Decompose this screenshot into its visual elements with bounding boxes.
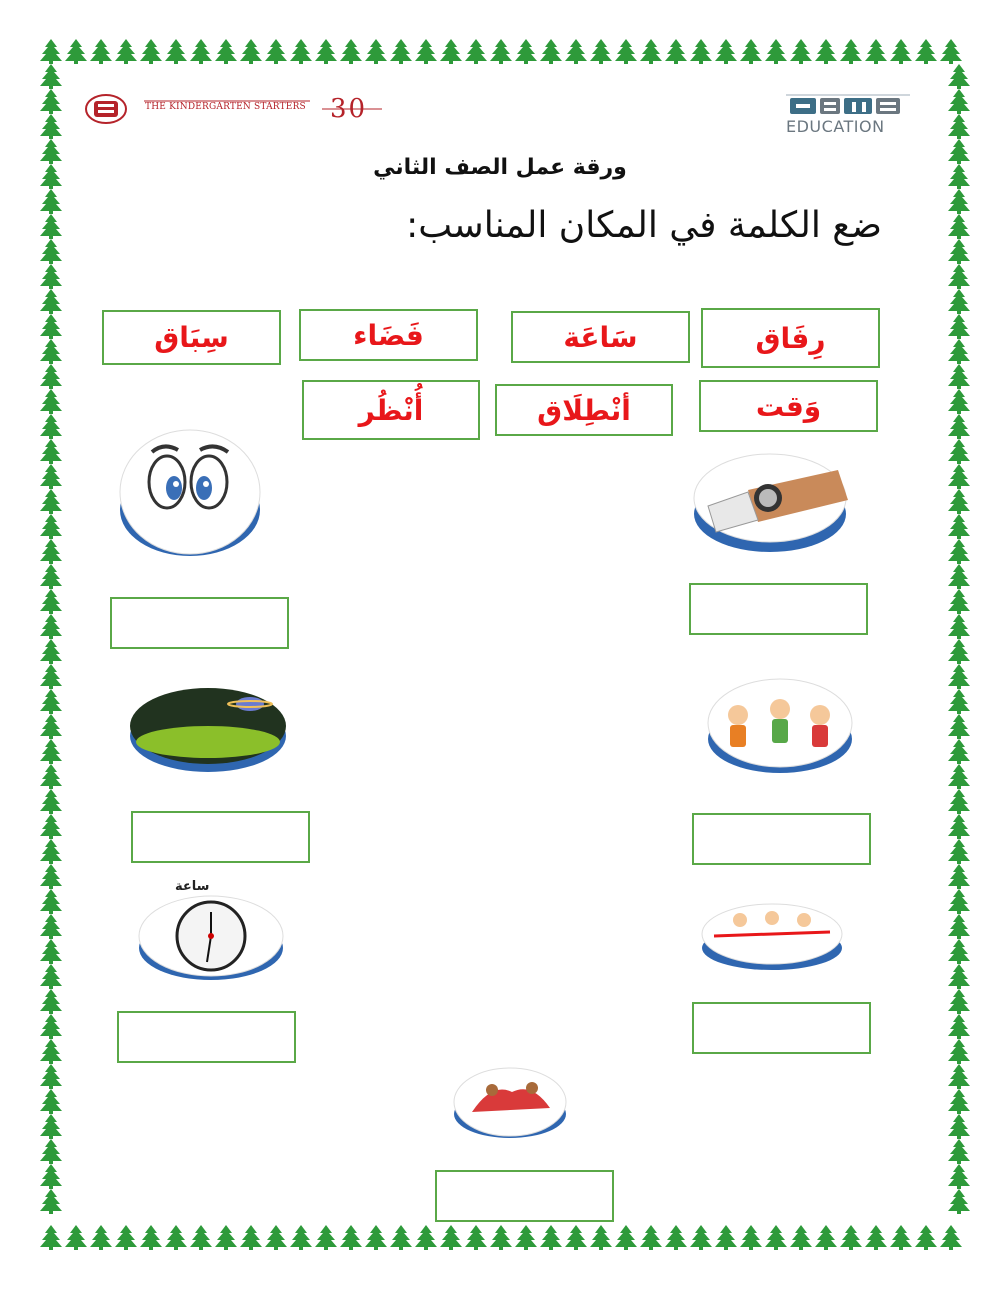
word-fadaa[interactable]: فَضَاء [299, 309, 478, 361]
tree-icon [288, 1224, 314, 1254]
tree-icon [63, 1224, 89, 1254]
tree-icon [438, 1224, 464, 1254]
tree-icon [113, 1224, 139, 1254]
answer-box-eyes[interactable] [110, 597, 289, 649]
gems-logo [786, 94, 910, 118]
tree-icon [313, 1224, 339, 1254]
tree-icon [538, 38, 564, 68]
tree-icon [888, 1224, 914, 1254]
tree-icon [788, 38, 814, 68]
eyes-picture [112, 410, 272, 560]
tree-icon [738, 38, 764, 68]
tree-icon [538, 1224, 564, 1254]
word-rifaq[interactable]: رِفَاق [701, 308, 880, 368]
tree-icon [688, 38, 714, 68]
kindergarten-starters-text: THE KINDERGARTEN STARTERS [145, 102, 306, 112]
space-planet-picture [128, 686, 290, 774]
answer-box-race[interactable] [692, 1002, 871, 1054]
answer-box-clock[interactable] [117, 1011, 296, 1063]
tree-icon [388, 1224, 414, 1254]
tree-icon [563, 38, 589, 68]
tree-icon [213, 38, 239, 68]
tree-icon [313, 38, 339, 68]
word-waqt[interactable]: وَقت [699, 380, 878, 432]
tree-icon [513, 38, 539, 68]
tree-icon [388, 38, 414, 68]
tree-icon [738, 1224, 764, 1254]
tree-icon [413, 1224, 439, 1254]
word-sibaq[interactable]: سِبَاق [102, 310, 281, 365]
tree-icon [138, 1224, 164, 1254]
tree-icon [588, 1224, 614, 1254]
tree-icon [88, 1224, 114, 1254]
tree-icon [638, 1224, 664, 1254]
tree-icon [563, 1224, 589, 1254]
answer-box-space[interactable] [131, 811, 310, 863]
tree-icon [613, 1224, 639, 1254]
tree-icon [488, 38, 514, 68]
tree-icon [188, 38, 214, 68]
tree-icon [888, 38, 914, 68]
tree-icon [838, 38, 864, 68]
tree-icon [463, 38, 489, 68]
tree-icon [188, 1224, 214, 1254]
tree-icon [213, 1224, 239, 1254]
tree-icon [338, 38, 364, 68]
clock-picture [135, 892, 287, 982]
tree-icon [138, 38, 164, 68]
tree-icon [163, 38, 189, 68]
tree-icon [663, 1224, 689, 1254]
gems-education-text: EDUCATION [786, 117, 885, 136]
tree-icon [913, 38, 939, 68]
tree-icon [838, 1224, 864, 1254]
tree-icon [588, 38, 614, 68]
tree-icon [438, 38, 464, 68]
tree-icon [813, 1224, 839, 1254]
tree-icon [713, 1224, 739, 1254]
tree-icon [113, 38, 139, 68]
tree-icon [63, 38, 89, 68]
tree-icon [38, 1224, 64, 1254]
word-unzur[interactable]: أُنْظُر [302, 380, 480, 440]
tree-icon [288, 38, 314, 68]
tree-icon [513, 1224, 539, 1254]
race-picture [700, 900, 844, 972]
tree-icon [863, 38, 889, 68]
tree-icon [363, 38, 389, 68]
tree-icon [263, 1224, 289, 1254]
tree-icon [238, 1224, 264, 1254]
tree-icon [163, 1224, 189, 1254]
tree-icon [938, 1224, 964, 1254]
tree-icon [38, 1188, 64, 1218]
tree-icon [763, 38, 789, 68]
tree-icon [463, 1224, 489, 1254]
tree-icon [488, 1224, 514, 1254]
answer-box-watch[interactable] [689, 583, 868, 635]
tree-icon [638, 38, 664, 68]
tree-icon [763, 1224, 789, 1254]
tree-icon [263, 38, 289, 68]
anniversary-30-logo: 30 [330, 94, 368, 124]
word-intilaq[interactable]: أنْطِلَاق [495, 384, 673, 436]
tree-icon [946, 1188, 972, 1218]
worksheet-title: ورقة عمل الصف الثاني [373, 155, 627, 180]
tree-icon [238, 38, 264, 68]
tree-icon [813, 38, 839, 68]
tree-icon [338, 1224, 364, 1254]
answer-box-runners[interactable] [435, 1170, 614, 1222]
tree-icon [363, 1224, 389, 1254]
worksheet-instruction: ضع الكلمة في المكان المناسب: [406, 205, 882, 246]
tree-icon [613, 38, 639, 68]
tree-icon [413, 38, 439, 68]
answer-box-friends[interactable] [692, 813, 871, 865]
tree-icon [713, 38, 739, 68]
tree-icon [913, 1224, 939, 1254]
friends-picture [704, 675, 856, 775]
tree-icon [663, 38, 689, 68]
wristwatch-picture [688, 448, 858, 558]
word-saah[interactable]: سَاعَة [511, 311, 690, 363]
tree-icon [688, 1224, 714, 1254]
clock-label: ساعة [175, 879, 210, 894]
tree-icon [788, 1224, 814, 1254]
tree-icon [863, 1224, 889, 1254]
tree-icon [88, 38, 114, 68]
runners-start-picture [452, 1062, 568, 1140]
